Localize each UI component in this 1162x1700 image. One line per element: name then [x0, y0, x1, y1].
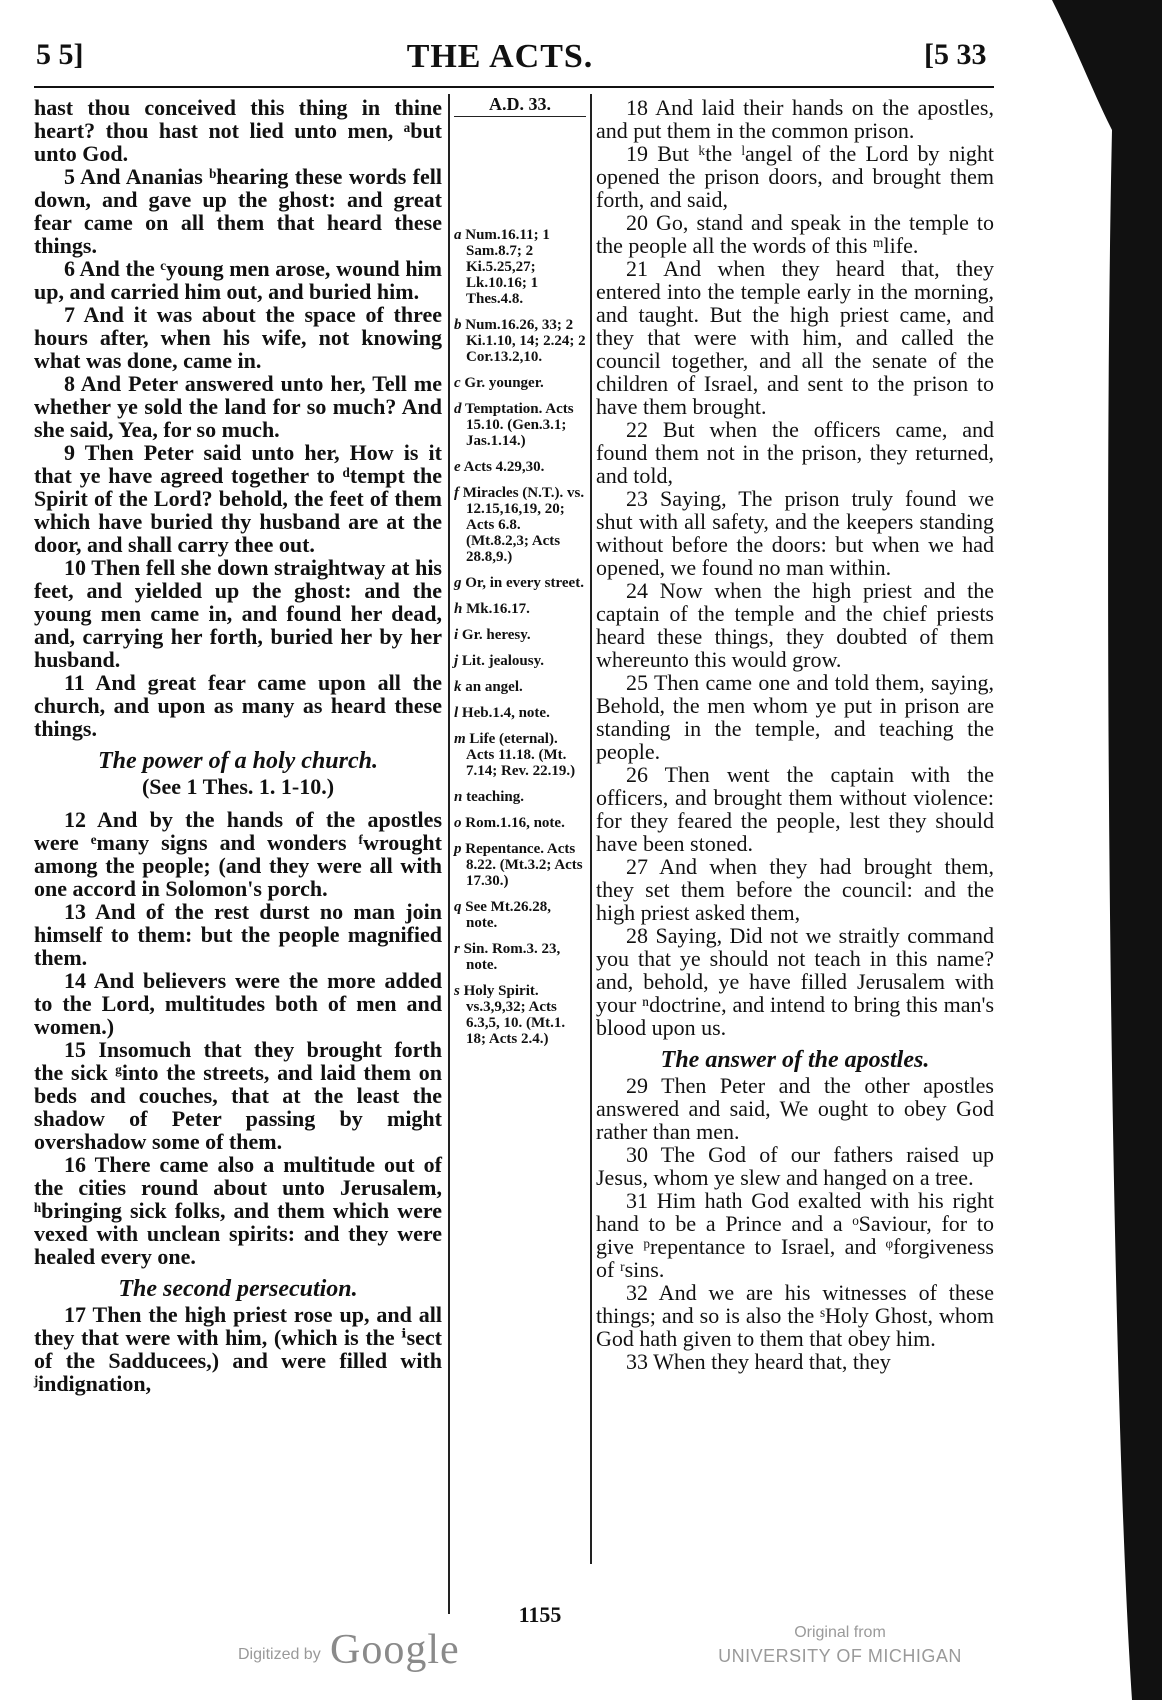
- marginal-note-i: [454, 627, 586, 643]
- verse-19: 19 But ᵏthe ˡangel of the Lord by night opened the prison doors, and brought them forth, and said,: [596, 141, 994, 212]
- section-heading-answer-of-apostles: The answer of the apostles.: [660, 1047, 930, 1073]
- marginal-note-c: [454, 375, 586, 391]
- marginal-note-e: [454, 459, 586, 475]
- university-label: UNIVERSITY OF MICHIGAN: [718, 1646, 962, 1666]
- note-text: Rom.1.16, note.: [465, 815, 565, 831]
- verse-12: 12 And by the hands of the apostles were ᵉmany signs and wonders ᶠwrought among the people; (and they were all with one accord in Solomon's porch.: [34, 807, 442, 901]
- note-letter: d: [454, 401, 462, 417]
- verse-30: 30 The God of our fathers raised up Jesus, whom ye slew and hanged on a tree.: [596, 1142, 994, 1190]
- marginal-note-b: [454, 317, 586, 365]
- verse-6: 6 And the ᶜyoung men arose, wound him up, and carried him out, and buried him.: [34, 256, 442, 304]
- verse-18: 18 And laid their hands on the apostles, and put them in the common prison.: [596, 95, 994, 143]
- note-letter: k: [454, 679, 462, 695]
- note-letter: c: [454, 375, 461, 391]
- marginal-note-m: [454, 731, 586, 779]
- left-text-column: [34, 96, 442, 1395]
- marginal-note-a: [454, 227, 586, 307]
- marginal-note-j: [454, 653, 586, 669]
- date-marker: A.D. 33.: [454, 96, 586, 117]
- google-logo: Google: [330, 1627, 460, 1673]
- center-reference-column: [454, 96, 586, 1057]
- header-chapter-verse-left: 5 5]: [36, 38, 84, 71]
- column-divider-left: [448, 94, 450, 1614]
- note-text: Holy Spirit. vs.3,9,32; Acts 6.3,5, 10. (Mt.1. 18; Acts 2.4.): [463, 983, 566, 1047]
- verse-27: 27 And when they had brought them, they set them before the council: and the high priest asked them,: [596, 854, 994, 925]
- section-heading-holy-church: The power of a holy church.: [97, 748, 378, 774]
- note-letter: a: [454, 227, 462, 243]
- note-text: See Mt.26.28, note.: [465, 899, 552, 931]
- verse-16: 16 There came also a multitude out of the cities round about unto Jerusalem, ʰbringing sick folks, and them which were vexed with unclean spirits: and they were healed every one.: [34, 1152, 442, 1269]
- marginal-notes-list: [454, 227, 586, 1047]
- original-from-label: Original from: [794, 1624, 886, 1641]
- marginal-note-h: [454, 601, 586, 617]
- verse-23: 23 Saying, The prison truly found we shut with all safety, and the keepers standing without before the doors: but when we had opened, we found no man within.: [596, 486, 994, 580]
- verse-20: 20 Go, stand and speak in the temple to the people all the words of this ᵐlife.: [596, 210, 994, 258]
- note-letter: f: [454, 485, 459, 501]
- verse-32: 32 And we are his witnesses of these things; and so is also the ˢHoly Ghost, whom God hath given to them that obey him.: [596, 1280, 994, 1351]
- note-letter: r: [454, 941, 460, 957]
- note-text: Gr. heresy.: [461, 627, 531, 643]
- page-edge-curl: [1052, 0, 1162, 1700]
- marginal-note-d: [454, 401, 586, 449]
- marginal-note-p: [454, 841, 586, 889]
- note-text: teaching.: [466, 789, 525, 805]
- verse-28: 28 Saying, Did not we straitly command you that ye should not teach in this name? and, behold, ye have filled Jerusalem with your ⁿdoctrine, and intend to bring this man's blood upon us.: [596, 923, 994, 1040]
- note-letter: m: [454, 731, 466, 747]
- note-text: Heb.1.4, note.: [461, 705, 550, 721]
- marginal-note-l: [454, 705, 586, 721]
- verse-22: 22 But when the officers came, and found them not in the prison, they returned, and told,: [596, 417, 994, 488]
- section-cross-reference: (See 1 Thes. 1. 1-10.): [141, 774, 335, 799]
- verse-9: 9 Then Peter said unto her, How is it that ye have agreed together to ᵈtempt the Spirit of the Lord? behold, the feet of them which have buried thy husband are at the door, and shall carry thee out.: [34, 440, 442, 557]
- note-letter: o: [454, 815, 462, 831]
- note-letter: i: [454, 627, 459, 643]
- note-letter: h: [454, 601, 463, 617]
- note-text: Temptation. Acts 15.10. (Gen.3.1; Jas.1.14.): [464, 401, 574, 449]
- note-text: Miracles (N.T.). vs. 12.15,16,19, 20; Acts 6.8. (Mt.8.2,3; Acts 28.8,9.): [462, 485, 585, 565]
- verse-13: 13 And of the rest durst no man join himself to them: but the people magnified them.: [34, 899, 442, 970]
- note-letter: e: [454, 459, 461, 475]
- marginal-note-q: [454, 899, 586, 931]
- verse-11: 11 And great fear came upon all the church, and upon as many as heard these things.: [34, 670, 442, 741]
- note-letter: p: [454, 841, 462, 857]
- marginal-note-k: [454, 679, 586, 695]
- verse-5: 5 And Ananias ᵇhearing these words fell down, and gave up the ghost: and great fear came on all them that heard these things.: [34, 164, 442, 258]
- right-text-column: [596, 96, 994, 1373]
- column-divider-right: [590, 94, 592, 1564]
- note-text: Or, in every street.: [465, 575, 584, 591]
- marginal-note-g: [454, 575, 586, 591]
- note-letter: n: [454, 789, 463, 805]
- header-chapter-verse-right: [5 33: [924, 38, 987, 71]
- note-text: Repentance. Acts 8.22. (Mt.3.2; Acts 17.30.): [465, 841, 583, 889]
- verse-continuation: hast thou conceived this thing in thine heart? thou hast not lied unto men, ᵃbut unto God.: [34, 95, 442, 166]
- verse-33: 33 When they heard that, they: [626, 1349, 891, 1374]
- verse-26: 26 Then went the captain with the officers, and brought them without violence: for they feared the people, lest they should have been stoned.: [596, 762, 994, 856]
- verse-8: 8 And Peter answered unto her, Tell me whether ye sold the land for so much? And she said, Yea, for so much.: [34, 371, 442, 442]
- marginal-note-f: [454, 485, 586, 565]
- verse-25: 25 Then came one and told them, saying, Behold, the men whom ye put in prison are standing in the temple, and teaching the people.: [596, 670, 994, 764]
- verse-31: 31 Him hath God exalted with his right hand to be a Prince and a ᵒSaviour, for to give ᵖrepentance to Israel, and ᵠforgiveness of ʳsins.: [596, 1188, 994, 1282]
- note-text: Lit. jealousy.: [461, 653, 545, 669]
- note-text: Num.16.11; 1 Sam.8.7; 2 Ki.5.25,27; Lk.10.16; 1 Thes.4.8.: [465, 227, 550, 307]
- verse-14: 14 And believers were the more added to the Lord, multitudes both of men and women.): [34, 968, 442, 1039]
- note-text: Num.16.26, 33; 2 Ki.1.10, 14; 2.24; 2 Cor.13.2,10.: [465, 317, 586, 365]
- note-letter: q: [454, 899, 462, 915]
- note-text: Sin. Rom.3. 23, note.: [463, 941, 561, 973]
- note-letter: g: [454, 575, 462, 591]
- page-title: THE ACTS.: [406, 38, 594, 75]
- note-letter: l: [454, 705, 459, 721]
- digitized-by-label: Digitized by: [238, 1646, 321, 1663]
- verse-15: 15 Insomuch that they brought forth the sick ᵍinto the streets, and laid them on beds and couches, that at the least the shadow of Peter passing by might overshadow some of them.: [34, 1037, 442, 1154]
- verse-21: 21 And when they heard that, they entered into the temple early in the morning, and taught. But the high priest came, and they that were with him, and called the council together, and all the senate of the children of Israel, and sent to the prison to have them brought.: [596, 256, 994, 419]
- note-text: an angel.: [465, 679, 523, 695]
- marginal-note-s: [454, 983, 586, 1047]
- note-text: Gr. younger.: [464, 375, 544, 391]
- verse-17: 17 Then the high priest rose up, and all they that were with him, (which is the ⁱsect of the Sadducees,) and were filled with ʲindignation,: [34, 1302, 442, 1396]
- note-text: Mk.16.17.: [466, 601, 530, 617]
- marginal-note-o: [454, 815, 586, 831]
- header-rule: [34, 86, 994, 88]
- verse-24: 24 Now when the high priest and the captain of the temple and the chief priests heard these things, they doubted of them whereunto this would grow.: [596, 578, 994, 672]
- marginal-note-n: [454, 789, 586, 805]
- note-text: Life (eternal). Acts 11.18. (Mt. 7.14; Rev. 22.19.): [466, 731, 576, 779]
- note-text: Acts 4.29,30.: [463, 459, 545, 475]
- page-number: 1155: [518, 1602, 562, 1627]
- verse-7: 7 And it was about the space of three hours after, when his wife, not knowing what was done, came in.: [34, 302, 442, 373]
- note-letter: s: [454, 983, 460, 999]
- section-heading-second-persecution: The second persecution.: [118, 1276, 358, 1302]
- note-letter: j: [454, 653, 459, 669]
- verse-29: 29 Then Peter and the other apostles answered and said, We ought to obey God rather than men.: [596, 1073, 994, 1144]
- verse-10: 10 Then fell she down straightway at his feet, and yielded up the ghost: and the young men came in, and found her dead, and, carrying her forth, buried her by her husband.: [34, 555, 442, 672]
- note-letter: b: [454, 317, 462, 333]
- marginal-note-r: [454, 941, 586, 973]
